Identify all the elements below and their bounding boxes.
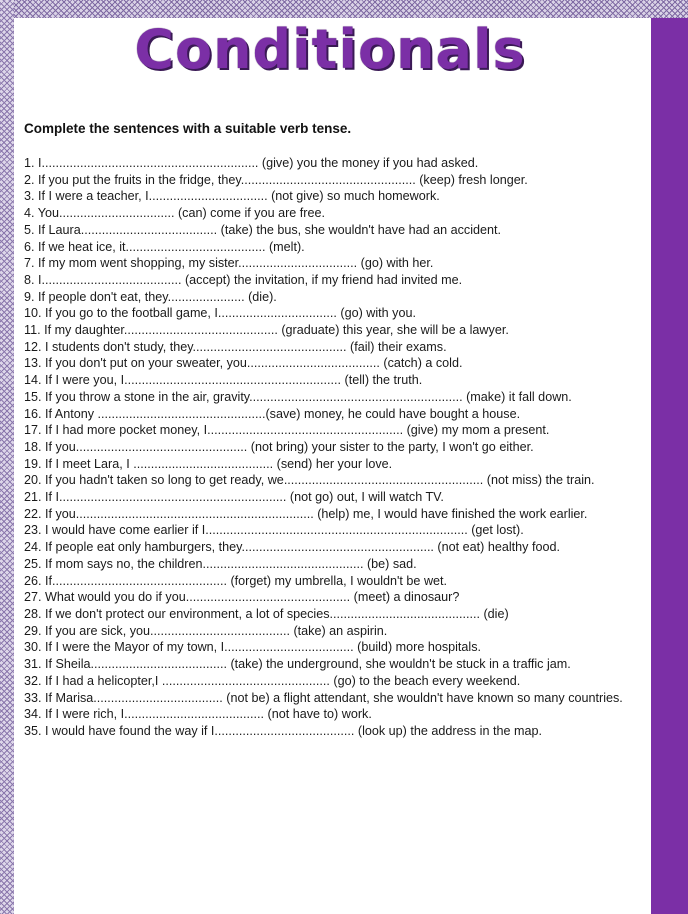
worksheet-title: Conditionals — [134, 18, 526, 81]
exercise-item: 32. If I had a helicopter,I ................................................ (go) to the beach every weekend. — [24, 673, 521, 688]
decorative-left-border — [0, 0, 14, 914]
exercise-item: 9. If people don't eat, they...................... (die). — [24, 289, 277, 304]
exercise-item: 24. If people eat only hamburgers, they....................................................... (not eat) healthy food. — [24, 540, 560, 555]
exercise-item: 31. If Sheila....................................... (take) the underground, she wouldn't be stuck in a traffic jam. — [24, 657, 571, 672]
exercise-item: 28. If we don't protect our environment, a lot of species........................................... (die) — [24, 606, 509, 621]
exercise-item: 12. I students don't study, they............................................ (fail) their exams. — [24, 339, 447, 354]
exercise-item: 7. If my mom went shopping, my sister.................................. (go) with her. — [24, 256, 434, 271]
exercise-item: 13. If you don't put on your sweater, you...................................... (catch) a cold. — [24, 356, 463, 371]
exercise-item: 1. I.............................................................. (give) you the money if you had asked. — [24, 156, 479, 170]
exercise-item: 33. If Marisa..................................... (not be) a flight attendant, she wouldn't have known so many countries. — [24, 690, 623, 705]
exercise-item: 34. If I were rich, I........................................ (not have to) work. — [24, 707, 372, 722]
exercise-item: 26. If.................................................. (forget) my umbrella, I wouldn't be wet. — [24, 573, 448, 588]
exercise-item: 30. If I were the Mayor of my town, I..................................... (build) more hospitals. — [24, 640, 482, 655]
exercise-item: 21. If I................................................................. (not go) out, I will watch TV. — [24, 490, 444, 505]
exercise-item: 20. If you hadn't taken so long to get ready, we......................................................... (not miss) the train. — [24, 473, 595, 488]
exercise-item: 23. I would have come earlier if I........................................................................... (get lost). — [24, 523, 524, 538]
exercise-item: 15. If you throw a stone in the air, gravity............................................................. (make) it fall down. — [24, 389, 572, 404]
exercise-item: 22. If you.................................................................... (help) me, I would have finished the work earlier. — [24, 506, 588, 521]
exercise-item: 25. If mom says no, the children.............................................. (be) sad. — [24, 556, 417, 571]
exercise-item: 16. If Antony ................................................(save) money, he could have bought a house. — [24, 406, 521, 421]
exercise-item: 19. If I meet Lara, I ........................................ (send) her your love. — [24, 456, 393, 471]
exercise-list — [24, 155, 636, 740]
exercise-item: 10. If you go to the football game, I.................................. (go) with you. — [24, 306, 416, 321]
exercise-item: 6. If we heat ice, it........................................ (melt). — [24, 239, 305, 254]
exercise-item: 18. If you................................................. (not bring) your sister to the party, I won't go either. — [24, 439, 534, 454]
exercise-item: 14. If I were you, I.............................................................. (tell) the truth. — [24, 373, 423, 388]
exercise-item: 4. You................................. (can) come if you are free. — [24, 206, 325, 221]
exercise-item: 17. If I had more pocket money, I........................................................ (give) my mom a present. — [24, 423, 550, 438]
exercise-item: 27. What would you do if you............................................... (meet) a dinosaur? — [24, 590, 460, 605]
exercise-item: 3. If I were a teacher, I.................................. (not give) so much homework. — [24, 189, 440, 204]
exercise-item: 8. I........................................ (accept) the invitation, if my friend had invited me. — [24, 272, 463, 287]
exercise-item: 11. If my daughter............................................ (graduate) this year, she will be a lawyer. — [24, 323, 509, 338]
exercise-item: 35. I would have found the way if I........................................ (look up) the address in the map. — [24, 723, 542, 738]
exercise-item: 2. If you put the fruits in the fridge, they.................................................. (keep) fresh longer. — [24, 172, 528, 187]
exercise-item: 5. If Laura....................................... (take) the bus, she wouldn't have had an accident. — [24, 222, 502, 237]
worksheet-instruction: Complete the sentences with a suitable verb tense. — [24, 121, 352, 136]
decorative-right-band — [651, 18, 688, 914]
exercise-item: 29. If you are sick, you........................................ (take) an aspirin. — [24, 623, 388, 638]
decorative-top-border — [0, 0, 688, 18]
